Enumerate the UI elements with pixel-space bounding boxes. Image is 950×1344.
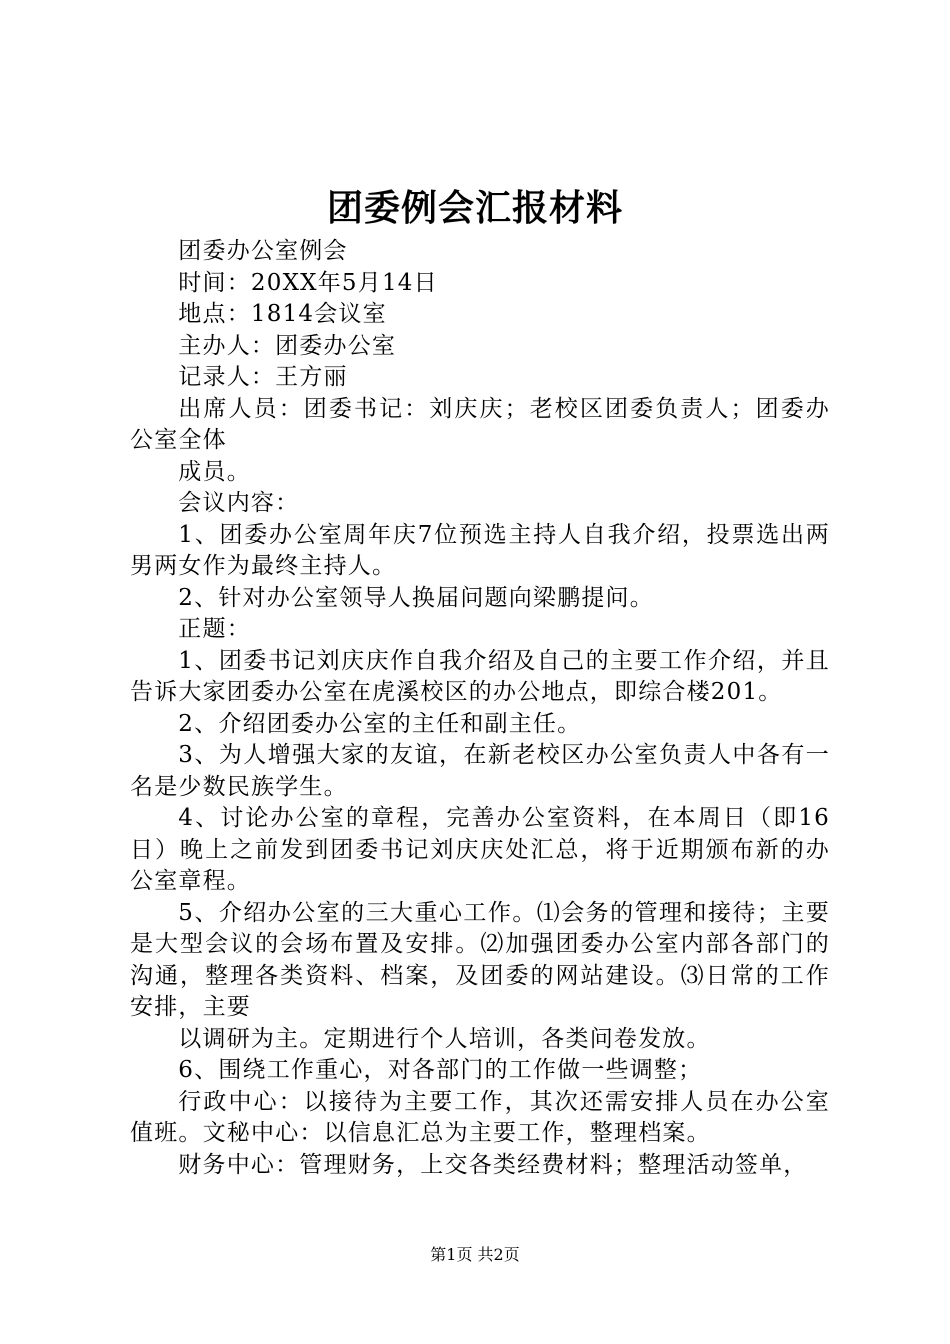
paragraph-location: 地点：1814会议室	[178, 301, 387, 327]
paragraph-item: 3、为人增强大家的友谊，在新老校区办公室负责人中各有一名是少数民族学生。	[130, 742, 830, 800]
paragraph-item: 6、围绕工作重心，对各部门的工作做一些调整；	[178, 1057, 703, 1083]
paragraph-attendees: 出席人员：团委书记：刘庆庆；老校区团委负责人；团委办公室全体	[130, 395, 830, 453]
paragraph-item: 2、针对办公室领导人换届问题向梁鹏提问。	[178, 584, 654, 611]
paragraph-item: 1、团委书记刘庆庆作自我介绍及自己的主要工作介绍，并且告诉大家团委办公室在虎溪校区的办公地点，即综合楼201。	[130, 647, 830, 705]
paragraph-meeting-content-heading: 会议内容：	[178, 490, 300, 516]
paragraph-attendees-cont: 成员。	[178, 458, 251, 485]
page-footer: 第1页 共2页	[430, 1245, 520, 1264]
paragraph-finance-center: 财务中心：管理财务，上交各类经费材料；整理活动签单，	[178, 1151, 808, 1178]
document-body	[130, 236, 830, 1181]
paragraph-item: 1、团委办公室周年庆7位预选主持人自我介绍，投票选出两男两女作为最终主持人。	[130, 521, 830, 579]
paragraph-recorder: 记录人：王方丽	[178, 364, 348, 390]
document-title: 团委例会汇报材料	[326, 187, 623, 229]
paragraph-main-topic-heading: 正题：	[178, 616, 251, 642]
paragraph-item: 4、讨论办公室的章程，完善办公室资料，在本周日（即16日）晚上之前发到团委书记刘庆庆处汇总，将于近期颁布新的办公室章程。	[130, 805, 830, 894]
paragraph-item: 2、介绍团委办公室的主任和副主任。	[178, 710, 582, 737]
paragraph-item-cont: 以调研为主。定期进行个人培训，各类问卷发放。	[178, 1025, 711, 1052]
paragraph-time: 时间：20XX年5月14日	[178, 269, 438, 296]
paragraph-admin-center: 行政中心：以接待为主要工作，其次还需安排人员在办公室值班。文秘中心：以信息汇总为主要工作，整理档案。	[130, 1088, 830, 1146]
paragraph-organizer: 主办人：团委办公室	[178, 332, 397, 359]
paragraph-meeting-name: 团委办公室例会	[178, 238, 348, 264]
paragraph-item: 5、介绍办公室的三大重心工作。⑴会务的管理和接待；主要是大型会议的会场布置及安排。⑵加强团委办公室内部各部门的沟通，整理各类资料、档案，及团委的网站建设。⑶日常的工作安排，主要	[130, 899, 830, 1020]
